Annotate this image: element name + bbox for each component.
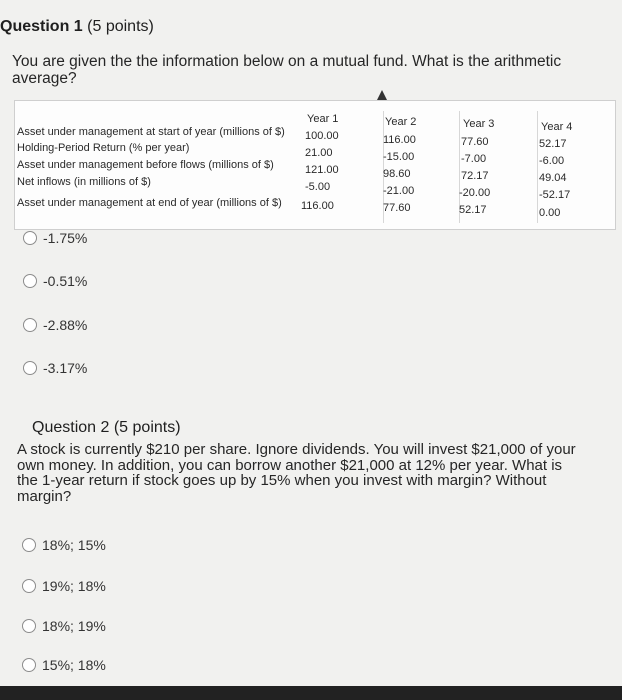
table-cell: 77.60 <box>461 136 489 148</box>
question-1-points: (5 points) <box>87 18 154 35</box>
table-cell: 0.00 <box>539 207 561 219</box>
radio-icon[interactable] <box>23 361 37 375</box>
table-cell: -7.00 <box>461 153 487 165</box>
row-label: Asset under management before flows (millions of $) <box>17 159 274 171</box>
radio-icon[interactable] <box>22 538 36 552</box>
question-1-label: Question 1 <box>0 18 83 35</box>
screen-bottom-edge <box>0 686 622 700</box>
table-cell: -5.00 <box>305 181 331 193</box>
table-cell: -52.17 <box>539 189 571 201</box>
question-1-title <box>0 18 154 36</box>
option-label: 18%; 15% <box>42 537 106 553</box>
table-cell: -15.00 <box>383 151 415 163</box>
header-year-1: Year 1 <box>307 113 339 125</box>
table-cell: 52.17 <box>459 204 487 216</box>
table-cell: 100.00 <box>305 130 339 142</box>
question-1-text-line: You are given the the information below on a mutual fund. What is the arithmetic <box>12 53 562 70</box>
mutual-fund-table <box>14 100 616 230</box>
table-cell: -20.00 <box>459 187 491 199</box>
radio-icon[interactable] <box>23 231 37 245</box>
question-2-label: Question 2 <box>32 419 110 436</box>
option-label: 18%; 19% <box>42 618 106 634</box>
q1-option-3[interactable] <box>23 317 87 333</box>
table-cell: 116.00 <box>301 200 334 212</box>
mouse-cursor-icon <box>377 90 387 100</box>
radio-icon[interactable] <box>22 579 36 593</box>
question-1-text-line: average? <box>12 70 77 87</box>
question-2-text-line: own money. In addition, you can borrow another $21,000 at 12% per year. What is <box>17 456 563 474</box>
question-2-points: (5 points) <box>113 419 181 436</box>
header-year-4: Year 4 <box>541 121 573 133</box>
q2-option-2[interactable] <box>22 578 106 594</box>
radio-icon[interactable] <box>23 274 37 288</box>
q2-option-3[interactable] <box>22 618 106 634</box>
radio-icon[interactable] <box>23 318 37 332</box>
table-cell: 98.60 <box>383 168 411 180</box>
table-divider <box>537 111 538 223</box>
question-2-text <box>17 442 576 504</box>
q2-option-4[interactable] <box>22 657 106 673</box>
table-cell: -6.00 <box>539 155 565 167</box>
row-label: Asset under management at start of year (millions of $) <box>17 126 285 138</box>
option-label: -2.88% <box>43 317 88 333</box>
table-cell: 49.04 <box>539 172 567 184</box>
q1-option-4[interactable] <box>23 360 87 376</box>
question-2-title <box>32 419 181 437</box>
option-label: -1.75% <box>43 230 88 246</box>
q1-option-2[interactable] <box>23 273 87 289</box>
option-label: -3.17% <box>43 360 88 376</box>
question-2-text-line: A stock is currently $210 per share. Ignore dividends. You will invest $21,000 of your <box>17 441 576 458</box>
question-2-text-line: margin? <box>17 487 72 505</box>
option-label: -0.51% <box>43 273 88 289</box>
header-year-3: Year 3 <box>463 118 495 130</box>
table-cell: 52.17 <box>539 138 567 150</box>
table-cell: 121.00 <box>305 164 339 176</box>
row-label: Net inflows (in millions of $) <box>17 176 151 188</box>
table-cell: 72.17 <box>461 170 489 182</box>
table-cell: -21.00 <box>383 185 415 197</box>
header-year-2: Year 2 <box>385 116 417 128</box>
table-cell: 21.00 <box>305 147 333 159</box>
table-cell: 116.00 <box>383 134 416 146</box>
option-label: 19%; 18% <box>42 578 106 594</box>
q1-option-1[interactable] <box>23 230 87 246</box>
row-label: Asset under management at end of year (millions of $) <box>17 197 282 209</box>
radio-icon[interactable] <box>22 619 36 633</box>
table-cell: 77.60 <box>383 202 411 214</box>
q2-option-1[interactable] <box>22 537 106 553</box>
question-2-text-line: the 1-year return if stock goes up by 15% when you invest with margin? Without <box>17 472 547 489</box>
question-1-text <box>12 53 561 87</box>
radio-icon[interactable] <box>22 658 36 672</box>
row-label: Holding-Period Return (% per year) <box>17 142 190 154</box>
option-label: 15%; 18% <box>42 657 106 673</box>
